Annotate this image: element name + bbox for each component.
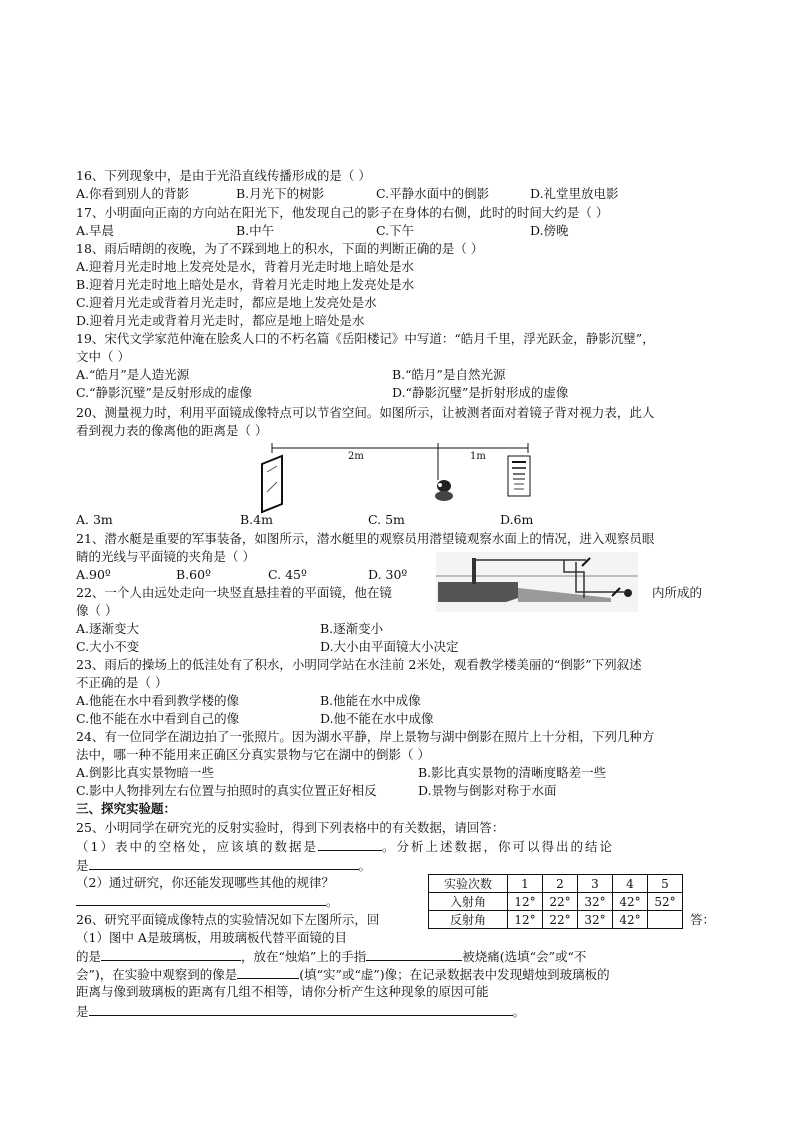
q19-stem-line2: 文中（ ）: [76, 349, 130, 364]
q18-option-c: C.迎着月光走或背着月光走时，都应是地上发亮处是水: [76, 295, 377, 310]
q25-part2-end: 。: [326, 894, 339, 909]
q20-stem-line1: 20、测量视力时，利用平面镜成像特点可以节省空间。如图所示，让被测者面对着镜子背对视力表，此人: [76, 405, 655, 420]
table-cell: 12°: [508, 911, 543, 929]
q20-option-a: A. 3m: [76, 512, 113, 527]
q16-option-d: D.礼堂里放电影: [530, 186, 619, 201]
q26-line2-b: ，放在“烛焰”上的手指: [241, 949, 367, 964]
q24-stem-line1: 24、有一位同学在湖边拍了一张照片。因为湖水平静，岸上景物与湖中倒影在照片上十分相，下列几种方: [76, 729, 655, 744]
q26-line5-a: 是: [76, 1004, 89, 1019]
q21-option-a: A.90º: [76, 567, 111, 582]
q26-line5-b: 。: [512, 1004, 526, 1019]
q25-part1-end: 。: [358, 858, 372, 873]
q25-part1-text-b: 。分析上述数据，你可以得出的结论: [381, 839, 614, 854]
q24-option-d: D.景物与倒影对称于水面: [418, 783, 557, 798]
q23-stem-line1: 23、雨后的操场上的低洼处有了积水，小明同学站在水洼前 2米处，观看教学楼美丽的“倒影”下列叙述: [76, 657, 642, 672]
q26-line4: 距离与像到玻璃板的距离有几组不相等，请你分析产生这种现象的原因可能: [76, 984, 489, 999]
q21-option-b: B.60º: [176, 567, 211, 582]
q17-option-c: C.下午: [376, 223, 415, 238]
table-cell: 12°: [508, 893, 543, 911]
table-header-reflection: 反射角: [429, 911, 508, 929]
table-cell: 1: [508, 875, 543, 893]
q20-option-b: B.4m: [240, 512, 273, 527]
q22-stem-line1: 22、一个人由远处走向一块竖直悬挂着的平面镜，他在镜: [76, 585, 392, 600]
q17-option-d: D.傍晚: [530, 223, 569, 238]
q26-blank-image-type[interactable]: [237, 966, 299, 979]
q24-option-b: B.影比真实景物的清晰度略差一些: [418, 765, 607, 780]
q26-line3-a: 会”)，在实验中观察到的像是: [76, 967, 238, 982]
q23-stem-line2: 不正确的是（ ）: [76, 675, 168, 690]
q16-stem: 16、下列现象中，是由于光沿直线传播形成的是（ ）: [76, 168, 371, 183]
submarine-icon: [438, 582, 518, 602]
q23-option-c: C.他不能在水中看到自己的像: [76, 711, 240, 726]
q25-blank-value[interactable]: [318, 838, 382, 851]
q21-option-d: D. 30º: [368, 567, 408, 582]
table-cell: 22°: [543, 911, 578, 929]
table-cell-empty[interactable]: [648, 911, 683, 929]
q24-option-c: C.影中人物排列左右位置与拍照时的真实位置正好相反: [76, 783, 377, 798]
q18-stem: 18、雨后晴朗的夜晚，为了不踩到地上的积水，下面的判断正确的是（ ）: [76, 241, 484, 256]
q19-option-a: A.“皓月”是人造光源: [76, 367, 190, 382]
q17-option-b: B.中午: [236, 223, 275, 238]
q22-option-b: B.逐渐变小: [320, 621, 384, 636]
q26-line2-a: 的是: [76, 949, 102, 964]
q18-option-d: D.迎着月光走或背着月光走时，都应是地上暗处是水: [76, 313, 365, 328]
q25-blank-conclusion[interactable]: [89, 857, 359, 870]
q19-option-c: C.“静影沉璧”是反射形成的虚像: [76, 385, 252, 400]
person-icon: [435, 480, 453, 501]
table-header-incidence: 入射角: [429, 893, 508, 911]
table-cell: 4: [613, 875, 648, 893]
q22-stem-line1-tail: 内所成的: [652, 585, 703, 600]
q25-stem: 25、小明同学在研究光的反射实验时，得到下列表格中的有关数据，请回答：: [76, 820, 505, 835]
q24-option-a: A.倒影比真实景物暗一些: [76, 765, 215, 780]
eye-test-mirror-figure: [250, 442, 550, 514]
table-cell: 42°: [613, 893, 648, 911]
submarine-periscope-figure: [436, 552, 638, 612]
q20-option-c: C. 5m: [368, 512, 405, 527]
q21-stem-line2: 睛的光线与平面镜的夹角是（ ）: [76, 549, 255, 564]
q22-option-d: D.大小由平面镜大小决定: [320, 639, 459, 654]
q21-option-c: C. 45º: [268, 567, 307, 582]
section-heading: 三、探究实验题：: [76, 801, 177, 816]
table-cell: 2: [543, 875, 578, 893]
q17-option-a: A.早晨: [76, 223, 115, 238]
q20-stem-line2: 看到视力表的像离他的距离是（ ）: [76, 423, 268, 438]
q26-line1: （1）图中 A是玻璃板，用玻璃板代替平面镜的目: [76, 930, 347, 945]
q18-option-b: B.迎着月光走时地上暗处是水，背着月光走时地上发亮处是水: [76, 277, 415, 292]
q16-option-c: C.平静水面中的倒影: [376, 186, 490, 201]
table-row-reflection: [429, 911, 683, 929]
table-cell: 3: [578, 875, 613, 893]
q22-stem-line2: 像（ ）: [76, 603, 118, 618]
q23-option-a: A.他能在水中看到教学楼的像: [76, 693, 240, 708]
q26-blank-purpose[interactable]: [101, 948, 241, 961]
reflection-data-table: [428, 874, 683, 929]
q18-option-a: A.迎着月光走时地上发亮处是水，背着月光走时地上暗处是水: [76, 259, 415, 274]
q16-option-a: A.你看到别人的背影: [76, 186, 190, 201]
q25-blank-rules[interactable]: [76, 893, 326, 906]
q21-stem-line1: 21、潜水艇是重要的军事装备，如图所示，潜水艇里的观察员用潜望镜观察水面上的情况，进入观察员眼: [76, 531, 655, 546]
table-row-trials: [429, 875, 683, 893]
q22-option-a: A.逐渐变大: [76, 621, 140, 636]
table-header-trials: 实验次数: [429, 875, 508, 893]
q26-blank-burn[interactable]: [366, 948, 462, 961]
q26-blank-reason[interactable]: [89, 1003, 513, 1016]
q26-line2-c: 被烧痛(选填“会”或“不: [462, 949, 587, 964]
mirror-icon: [262, 456, 282, 512]
table-cell: 32°: [578, 893, 613, 911]
table-cell: 5: [648, 875, 683, 893]
table-row-incidence: [429, 893, 683, 911]
q26-stem-tail: 答：: [690, 912, 716, 927]
q20-fig-label-1m: 1m: [470, 451, 486, 462]
q20-fig-label-2m: 2m: [348, 451, 364, 462]
q25-part2-text: （2）通过研究，你还能发现哪些其他的规律？: [76, 875, 334, 890]
q23-option-b: B.他能在水中成像: [320, 693, 421, 708]
table-cell: 42°: [613, 911, 648, 929]
table-cell: 52°: [648, 893, 683, 911]
table-cell: 32°: [578, 911, 613, 929]
q16-option-b: B.月光下的树影: [236, 186, 325, 201]
observer-eye-icon: [624, 589, 632, 597]
q19-stem-line1: 19、宋代文学家范仲淹在脍炙人口的不朽名篇《岳阳楼记》中写道：“皓月千里，浮光跃金，静影沉璧”，: [76, 331, 655, 346]
q19-option-d: D.“静影沉璧”是折射形成的虚像: [392, 385, 569, 400]
q23-option-d: D.他不能在水中成像: [320, 711, 434, 726]
q25-part1-text: （1）表中的空格处，应该填的数据是: [76, 839, 318, 854]
q22-option-c: C.大小不变: [76, 639, 140, 654]
q25-part1-text-c: 是: [76, 858, 89, 873]
table-cell: 22°: [543, 893, 578, 911]
q26-line3-b: (填“实”或“虚”)像；在记录数据表中发现蜡烛到玻璃板的: [299, 967, 610, 982]
q20-option-d: D.6m: [500, 512, 534, 527]
q26-stem: 26、研究平面镜成像特点的实验情况如下左图所示，回: [76, 912, 380, 927]
q19-option-b: B.“皓月”是自然光源: [392, 367, 506, 382]
q24-stem-line2: 法中，哪一种不能用来正确区分真实景物与它在湖中的倒影（ ）: [76, 747, 430, 762]
q17-stem: 17、小明面向正南的方向站在阳光下，他发现自己的影子在身体的右侧，此时的时间大约是（ ）: [76, 205, 609, 220]
